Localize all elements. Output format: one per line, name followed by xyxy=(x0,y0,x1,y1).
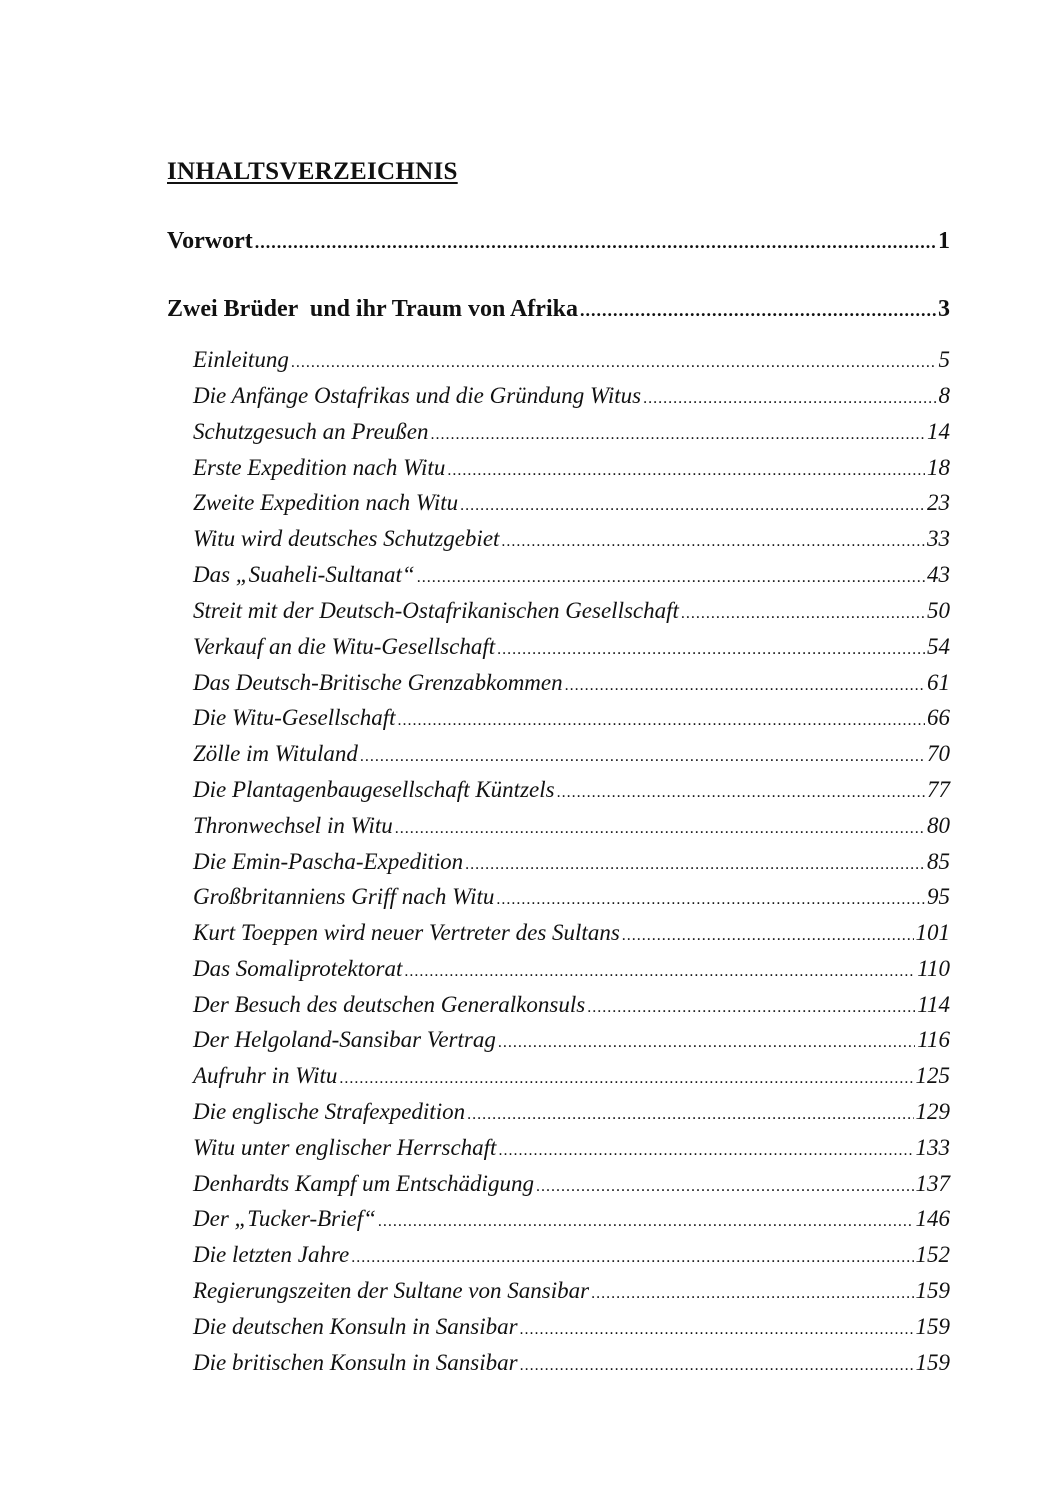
toc-entry-page: 54 xyxy=(927,634,950,659)
toc-entry-page: 159 xyxy=(915,1278,950,1303)
toc-entry-label: Streit mit der Deutsch-Ostafrikanischen Gesellschaft xyxy=(193,598,679,623)
toc-entry-label: Die Anfänge Ostafrikas und die Gründung Witus xyxy=(193,383,642,408)
toc-entry-page: 159 xyxy=(915,1350,950,1375)
toc-entry-label: Vorwort xyxy=(167,228,253,254)
toc-title: INHALTSVERZEICHNIS xyxy=(167,158,458,185)
dot-leader xyxy=(557,784,925,802)
dot-leader xyxy=(501,533,925,551)
toc-entry-label: Die Emin-Pascha-Expedition xyxy=(193,849,464,874)
toc-entry-page: 133 xyxy=(915,1135,950,1160)
dot-leader xyxy=(339,1070,913,1088)
toc-entry-label: Erste Expedition nach Witu xyxy=(193,455,446,480)
toc-chapter-entry[interactable] xyxy=(167,296,950,326)
toc-section-entry[interactable] xyxy=(193,777,950,807)
toc-section-entry[interactable] xyxy=(193,920,950,950)
toc-entry-page: 1 xyxy=(938,228,950,254)
dot-leader xyxy=(498,1142,913,1160)
toc-entry-label: Zwei Brüder und ihr Traum von Afrika xyxy=(167,296,578,322)
toc-section-entry[interactable] xyxy=(193,347,950,377)
toc-section-entry[interactable] xyxy=(193,1135,950,1165)
toc-section-entry[interactable] xyxy=(193,670,950,700)
dot-leader xyxy=(565,677,925,695)
toc-entry-label: Der „Tucker-Brief“ xyxy=(193,1206,376,1231)
toc-entry-page: 50 xyxy=(927,598,950,623)
toc-entry-page: 95 xyxy=(927,884,950,909)
toc-entry-label: Das Deutsch-Britische Grenzabkommen xyxy=(193,670,563,695)
toc-entry-page: 116 xyxy=(917,1027,950,1052)
toc-section-entry[interactable] xyxy=(193,1171,950,1201)
toc-section-entry[interactable] xyxy=(193,1027,950,1057)
dot-leader xyxy=(395,820,925,838)
dot-leader xyxy=(587,999,915,1017)
dot-leader xyxy=(291,354,937,372)
toc-entry-label: Zölle im Wituland xyxy=(193,741,358,766)
toc-entry-page: 125 xyxy=(915,1063,950,1088)
toc-section-entry[interactable] xyxy=(193,1350,950,1380)
dot-leader xyxy=(360,748,925,766)
dot-leader xyxy=(520,1321,914,1339)
dot-leader xyxy=(378,1213,914,1231)
toc-section-entry[interactable] xyxy=(193,1242,950,1272)
dot-leader xyxy=(536,1178,914,1196)
toc-section-entry[interactable] xyxy=(193,992,950,1022)
dot-leader xyxy=(460,497,925,515)
dot-leader xyxy=(520,1357,914,1375)
toc-entry-label: Thronwechsel in Witu xyxy=(193,813,393,838)
dot-leader xyxy=(447,462,925,480)
toc-section-entry[interactable] xyxy=(193,1206,950,1236)
toc-entry-page: 80 xyxy=(927,813,950,838)
dot-leader xyxy=(498,1034,915,1052)
toc-entry-label: Der Helgoland-Sansibar Vertrag xyxy=(193,1027,496,1052)
toc-entry-label: Regierungszeiten der Sultane von Sansibar xyxy=(193,1278,590,1303)
toc-section-entry[interactable] xyxy=(193,1314,950,1344)
toc-entry-page: 66 xyxy=(927,705,950,730)
toc-entry-label: Die britischen Konsuln in Sansibar xyxy=(193,1350,518,1375)
toc-entry-label: Aufruhr in Witu xyxy=(193,1063,338,1088)
toc-entry-page: 18 xyxy=(927,455,950,480)
dot-leader xyxy=(496,891,925,909)
toc-entry-page: 8 xyxy=(938,383,950,408)
dot-leader xyxy=(622,927,914,945)
toc-entry-page: 33 xyxy=(927,526,950,551)
toc-entry-page: 61 xyxy=(927,670,950,695)
dot-leader xyxy=(643,390,936,408)
dot-leader xyxy=(591,1285,913,1303)
toc-entry-label: Die letzten Jahre xyxy=(193,1242,350,1267)
toc-chapter-entry[interactable] xyxy=(167,228,950,258)
toc-entry-label: Die englische Strafexpedition xyxy=(193,1099,466,1124)
toc-entry-label: Witu wird deutsches Schutzgebiet xyxy=(193,526,500,551)
toc-entry-page: 159 xyxy=(915,1314,950,1339)
toc-entry-page: 77 xyxy=(927,777,950,802)
toc-entry-label: Einleitung xyxy=(193,347,289,372)
toc-entry-label: Witu unter englischer Herrschaft xyxy=(193,1135,497,1160)
toc-section-entry[interactable] xyxy=(193,419,950,449)
toc-entry-page: 70 xyxy=(927,741,950,766)
dot-leader xyxy=(465,856,925,874)
toc-section-entry[interactable] xyxy=(193,884,950,914)
toc-entry-label: Die Witu-Gesellschaft xyxy=(193,705,396,730)
dot-leader xyxy=(497,641,925,659)
toc-entry-page: 137 xyxy=(915,1171,950,1196)
toc-entry-page: 110 xyxy=(917,956,950,981)
toc-entry-page: 101 xyxy=(915,920,950,945)
toc-section-entry[interactable] xyxy=(193,598,950,628)
toc-section-entry[interactable] xyxy=(193,383,950,413)
toc-section-entry[interactable] xyxy=(193,741,950,771)
toc-entry-page: 114 xyxy=(917,992,950,1017)
dot-leader xyxy=(404,963,915,981)
toc-entry-label: Das Somaliprotektorat xyxy=(193,956,403,981)
toc-entry-page: 146 xyxy=(915,1206,950,1231)
toc-entry-page: 14 xyxy=(927,419,950,444)
dot-leader xyxy=(681,605,925,623)
toc-entry-page: 152 xyxy=(915,1242,950,1267)
toc-entry-label: Zweite Expedition nach Witu xyxy=(193,490,459,515)
toc-entry-label: Großbritanniens Griff nach Witu xyxy=(193,884,495,909)
toc-section-entry[interactable] xyxy=(193,1278,950,1308)
toc-entry-label: Die deutschen Konsuln in Sansibar xyxy=(193,1314,518,1339)
toc-section-entry[interactable] xyxy=(193,1063,950,1093)
toc-entry-label: Verkauf an die Witu-Gesellschaft xyxy=(193,634,496,659)
toc-section-entry[interactable] xyxy=(193,490,950,520)
toc-entry-label: Denhardts Kampf um Entschädigung xyxy=(193,1171,534,1196)
dot-leader xyxy=(255,232,936,253)
toc-entry-page: 23 xyxy=(927,490,950,515)
toc-entry-label: Schutzgesuch an Preußen xyxy=(193,419,429,444)
dot-leader xyxy=(580,300,936,321)
dot-leader xyxy=(430,426,925,444)
toc-entry-label: Kurt Toeppen wird neuer Vertreter des Sultans xyxy=(193,920,620,945)
toc-entry-page: 129 xyxy=(915,1099,950,1124)
dot-leader xyxy=(398,712,926,730)
toc-section-entry[interactable] xyxy=(193,634,950,664)
toc-entry-label: Die Plantagenbaugesellschaft Küntzels xyxy=(193,777,555,802)
toc-section-entry[interactable] xyxy=(193,562,950,592)
dot-leader xyxy=(417,569,925,587)
toc-entry-page: 43 xyxy=(927,562,950,587)
toc-section-entry[interactable] xyxy=(193,1099,950,1129)
toc-entry-page: 3 xyxy=(938,296,950,322)
dot-leader xyxy=(351,1249,913,1267)
toc-entry-label: Das „Suaheli-Sultanat“ xyxy=(193,562,415,587)
dot-leader xyxy=(467,1106,913,1124)
toc-entry-page: 5 xyxy=(938,347,950,372)
toc-section-entry[interactable] xyxy=(193,705,950,735)
toc-section-entry[interactable] xyxy=(193,813,950,843)
toc-section-entry[interactable] xyxy=(193,956,950,986)
toc-section-entry[interactable] xyxy=(193,455,950,485)
toc-section-entry[interactable] xyxy=(193,526,950,556)
toc-entry-page: 85 xyxy=(927,849,950,874)
toc-section-entry[interactable] xyxy=(193,849,950,879)
toc-entry-label: Der Besuch des deutschen Generalkonsuls xyxy=(193,992,586,1017)
